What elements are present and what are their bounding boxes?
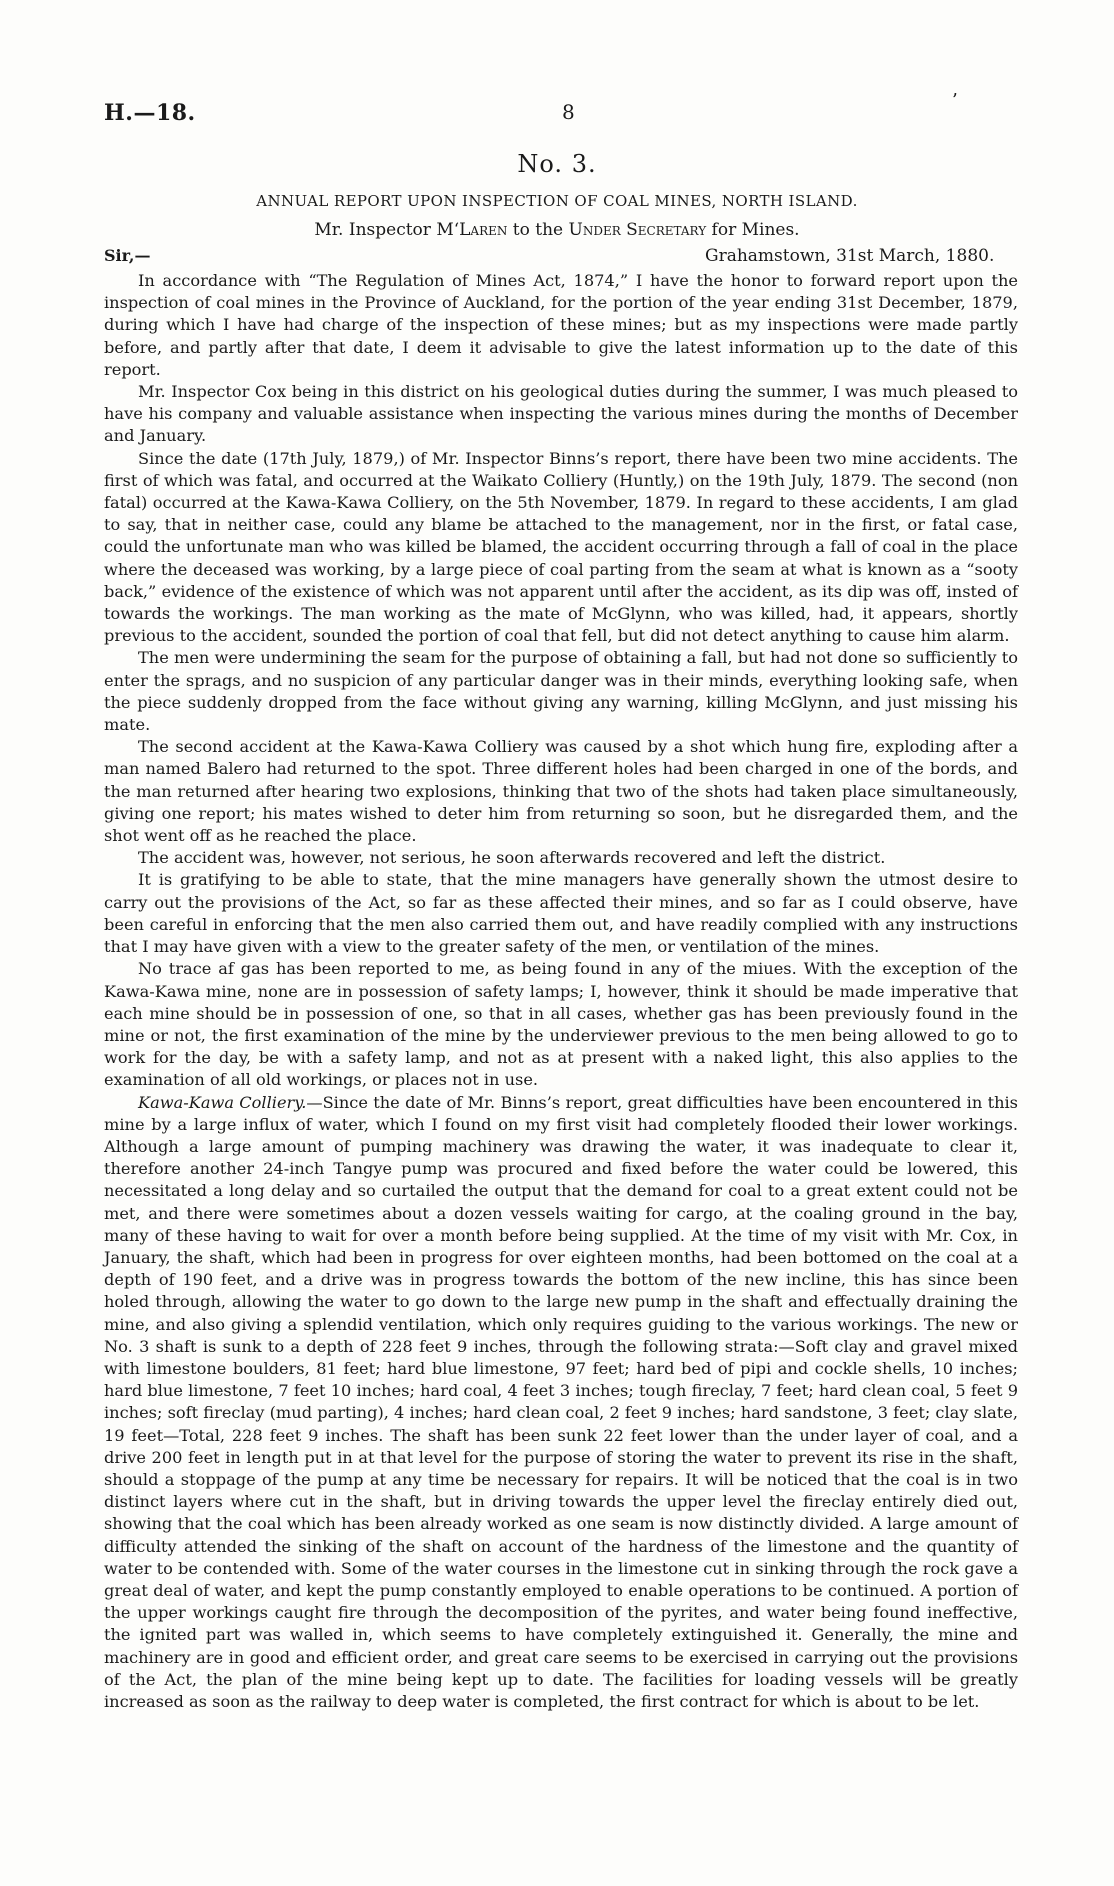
kawa-kawa-heading: Kawa-Kawa Colliery. [138,1092,307,1112]
document-reference: H.—18. [104,100,196,126]
place-date: Grahamstown, 31st March, 1880. [705,246,995,266]
from-prefix: Mr. Inspector [314,220,437,240]
letter-body [104,270,1018,1713]
to-name: Under Secretary [568,220,707,240]
paragraph: The accident was, however, not serious, he soon afterwards recovered and left the district. [138,848,886,868]
page-number: 8 [562,100,575,124]
from-name: M‘Laren [436,220,508,240]
paragraph: Mr. Inspector Cox being in this district on his geological duties during the summer, I was much pleased to have his company and valuable assistance when inspecting the various mines during the months of December and January. [104,382,1018,446]
report-title: ANNUAL REPORT UPON INSPECTION OF COAL MINES, NORTH ISLAND. [256,192,858,210]
paragraph: No trace af gas has been reported to me, as being found in any of the miues. With the exception of the Kawa-Kawa mine, none are in possession of safety lamps; I, however, think it should be made imperative that each mine should be in possession of one, so that in all cases, whether gas has been previously found in the mine or not, the first examination of the mine by the underviewer previous to the men being allowed to go to work for the day, be with a safety lamp, and not as at present with a naked light, this also applies to the examination of all old workings, or places not in use. [104,959,1018,1090]
from-to-connector: to the [507,220,569,240]
margin-mark: ’ [952,90,958,111]
paragraph: Since the date (17th July, 1879,) of Mr. Inspector Binns’s report, there have been two mine accidents. The first of which was fatal, and occurred at the Waikato Colliery (Huntly,) on the 19th July, 1879. The second (non fatal) occurred at the Kawa-Kawa Colliery, on the 5th November, 1879. In regard to these accidents, I am glad to say, that in neither case, could any blame be attached to the management, nor in the first, or fatal case, could the unfortunate man who was killed be blamed, the accident occurring through a fall of coal in the place where the deceased was working, by a large piece of coal parting from the seam at what is known as a “sooty back,” evidence of the existence of which was not apparent until after the accident, as its dip was off, insted of towards the workings. The man working as the mate of McGlynn, who was killed, had, it appears, shortly previous to the accident, sounded the portion of coal that fell, but did not detect anything to cause him alarm. [104,448,1018,646]
paragraph: It is gratifying to be able to state, that the mine managers have generally shown the utmost desire to carry out the provisions of the Act, so far as these affected their mines, and so far as I could observe, have been careful in enforcing that the men also carried them out, and have readily complied with any instructions that I may have given with a view to the greater safety of the men, or ventilation of the mines. [104,870,1018,957]
salutation: Sir,— [104,246,151,265]
paragraph: In accordance with “The Regulation of Mines Act, 1874,” I have the honor to forward report upon the inspection of coal mines in the Province of Auckland, for the portion of the year ending 31st December, 1879, during which I have had charge of the inspection of these mines; but as my inspections were made partly before, and partly after that date, I deem it advisable to give the latest information up to the date of this report. [104,271,1018,379]
kawa-kawa-paragraph [104,1092,1018,1714]
kawa-kawa-text: —Since the date of Mr. Binns’s report, great difficulties have been encountered in this mine by a large influx of water, which I found on my first visit had completely flooded their lower workings. Although a large amount of pumping machinery was drawing the water, it was inadequate to clear it, therefore another 24-inch Tangye pump was procured and fixed before the water could be lowered, this necessitated a long delay and so curtailed the output that the demand for coal to a great extent could not be met, and there were sometimes about a dozen vessels waiting for cargo, at the coaling ground in the bay, many of these having to wait for over a month before being supplied. At the time of my visit with Mr. Cox, in January, the shaft, which had been in progress for over eighteen months, had been bottomed on the coal at a depth of 190 feet, and a drive was in progress towards the bottom of the new incline, this has since been holed through, allowing the water to go down to the large new pump in the shaft and effectually draining the mine, and also giving a splendid ventilation, which only requires guiding to the various workings. The new or No. 3 shaft is sunk to a depth of 228 feet 9 inches, through the following strata:—Soft clay and gravel mixed with limestone boulders, 81 feet; hard blue limestone, 97 feet; hard bed of pipi and cockle shells, 10 inches; hard blue limestone, 7 feet 10 inches; hard coal, 4 feet 3 inches; tough fireclay, 7 feet; hard clean coal, 5 feet 9 inches; soft fireclay (mud parting), 4 inches; hard clean coal, 2 feet 9 inches; hard sandstone, 3 feet; clay slate, 19 feet—Total, 228 feet 9 inches. The shaft has been sunk 22 feet lower than the under layer of coal, and a drive 200 feet in length put in at that level for the purpose of storing the water to prevent its rise in the shaft, should a stoppage of the pump at any time be necessary for repairs. It will be noticed that the coal is in two distinct layers where cut in the shaft, but in driving towards the upper level the fireclay entirely died out, showing that the coal which has been already worked as one seam is now distinctly divided. A large amount of difficulty attended the sinking of the shaft on account of the hardness of the limestone and the quantity of water to be contended with. Some of the water courses in the limestone cut in sinking through the rock gave a great deal of water, and kept the pump constantly employed to enable operations to be continued. A portion of the upper workings caught fire through the decomposition of the pyrites, and water being found ineffective, the ignited part was walled in, which seems to have completely extinguished it. Generally, the mine and machinery are in good and efficient order, and great care seems to be exercised in carrying out the provisions of the Act, the plan of the mine being kept up to date. The facilities for loading vessels will be greatly increased as soon as the railway to deep water is completed, the first contract for which is about to be let. [104,1092,1018,1711]
report-from-to [0,220,1114,240]
to-suffix: for Mines. [706,220,800,240]
paragraph: The men were undermining the seam for the purpose of obtaining a fall, but had not done so sufficiently to enter the sprags, and no suspicion of any particular danger was in their minds, everything looking safe, when the piece suddenly dropped from the face without giving any warning, killing McGlynn, and just missing his mate. [104,648,1018,735]
report-number: No. 3. [517,150,597,178]
paragraph: The second accident at the Kawa-Kawa Colliery was caused by a shot which hung fire, exploding after a man named Balero had returned to the spot. Three different holes had been charged in one of the bords, and the man returned after hearing two explosions, thinking that two of the shots had taken place simultaneously, giving one report; his mates wished to deter him from returning so soon, but he disregarded them, and the shot went off as he reached the place. [104,737,1018,846]
